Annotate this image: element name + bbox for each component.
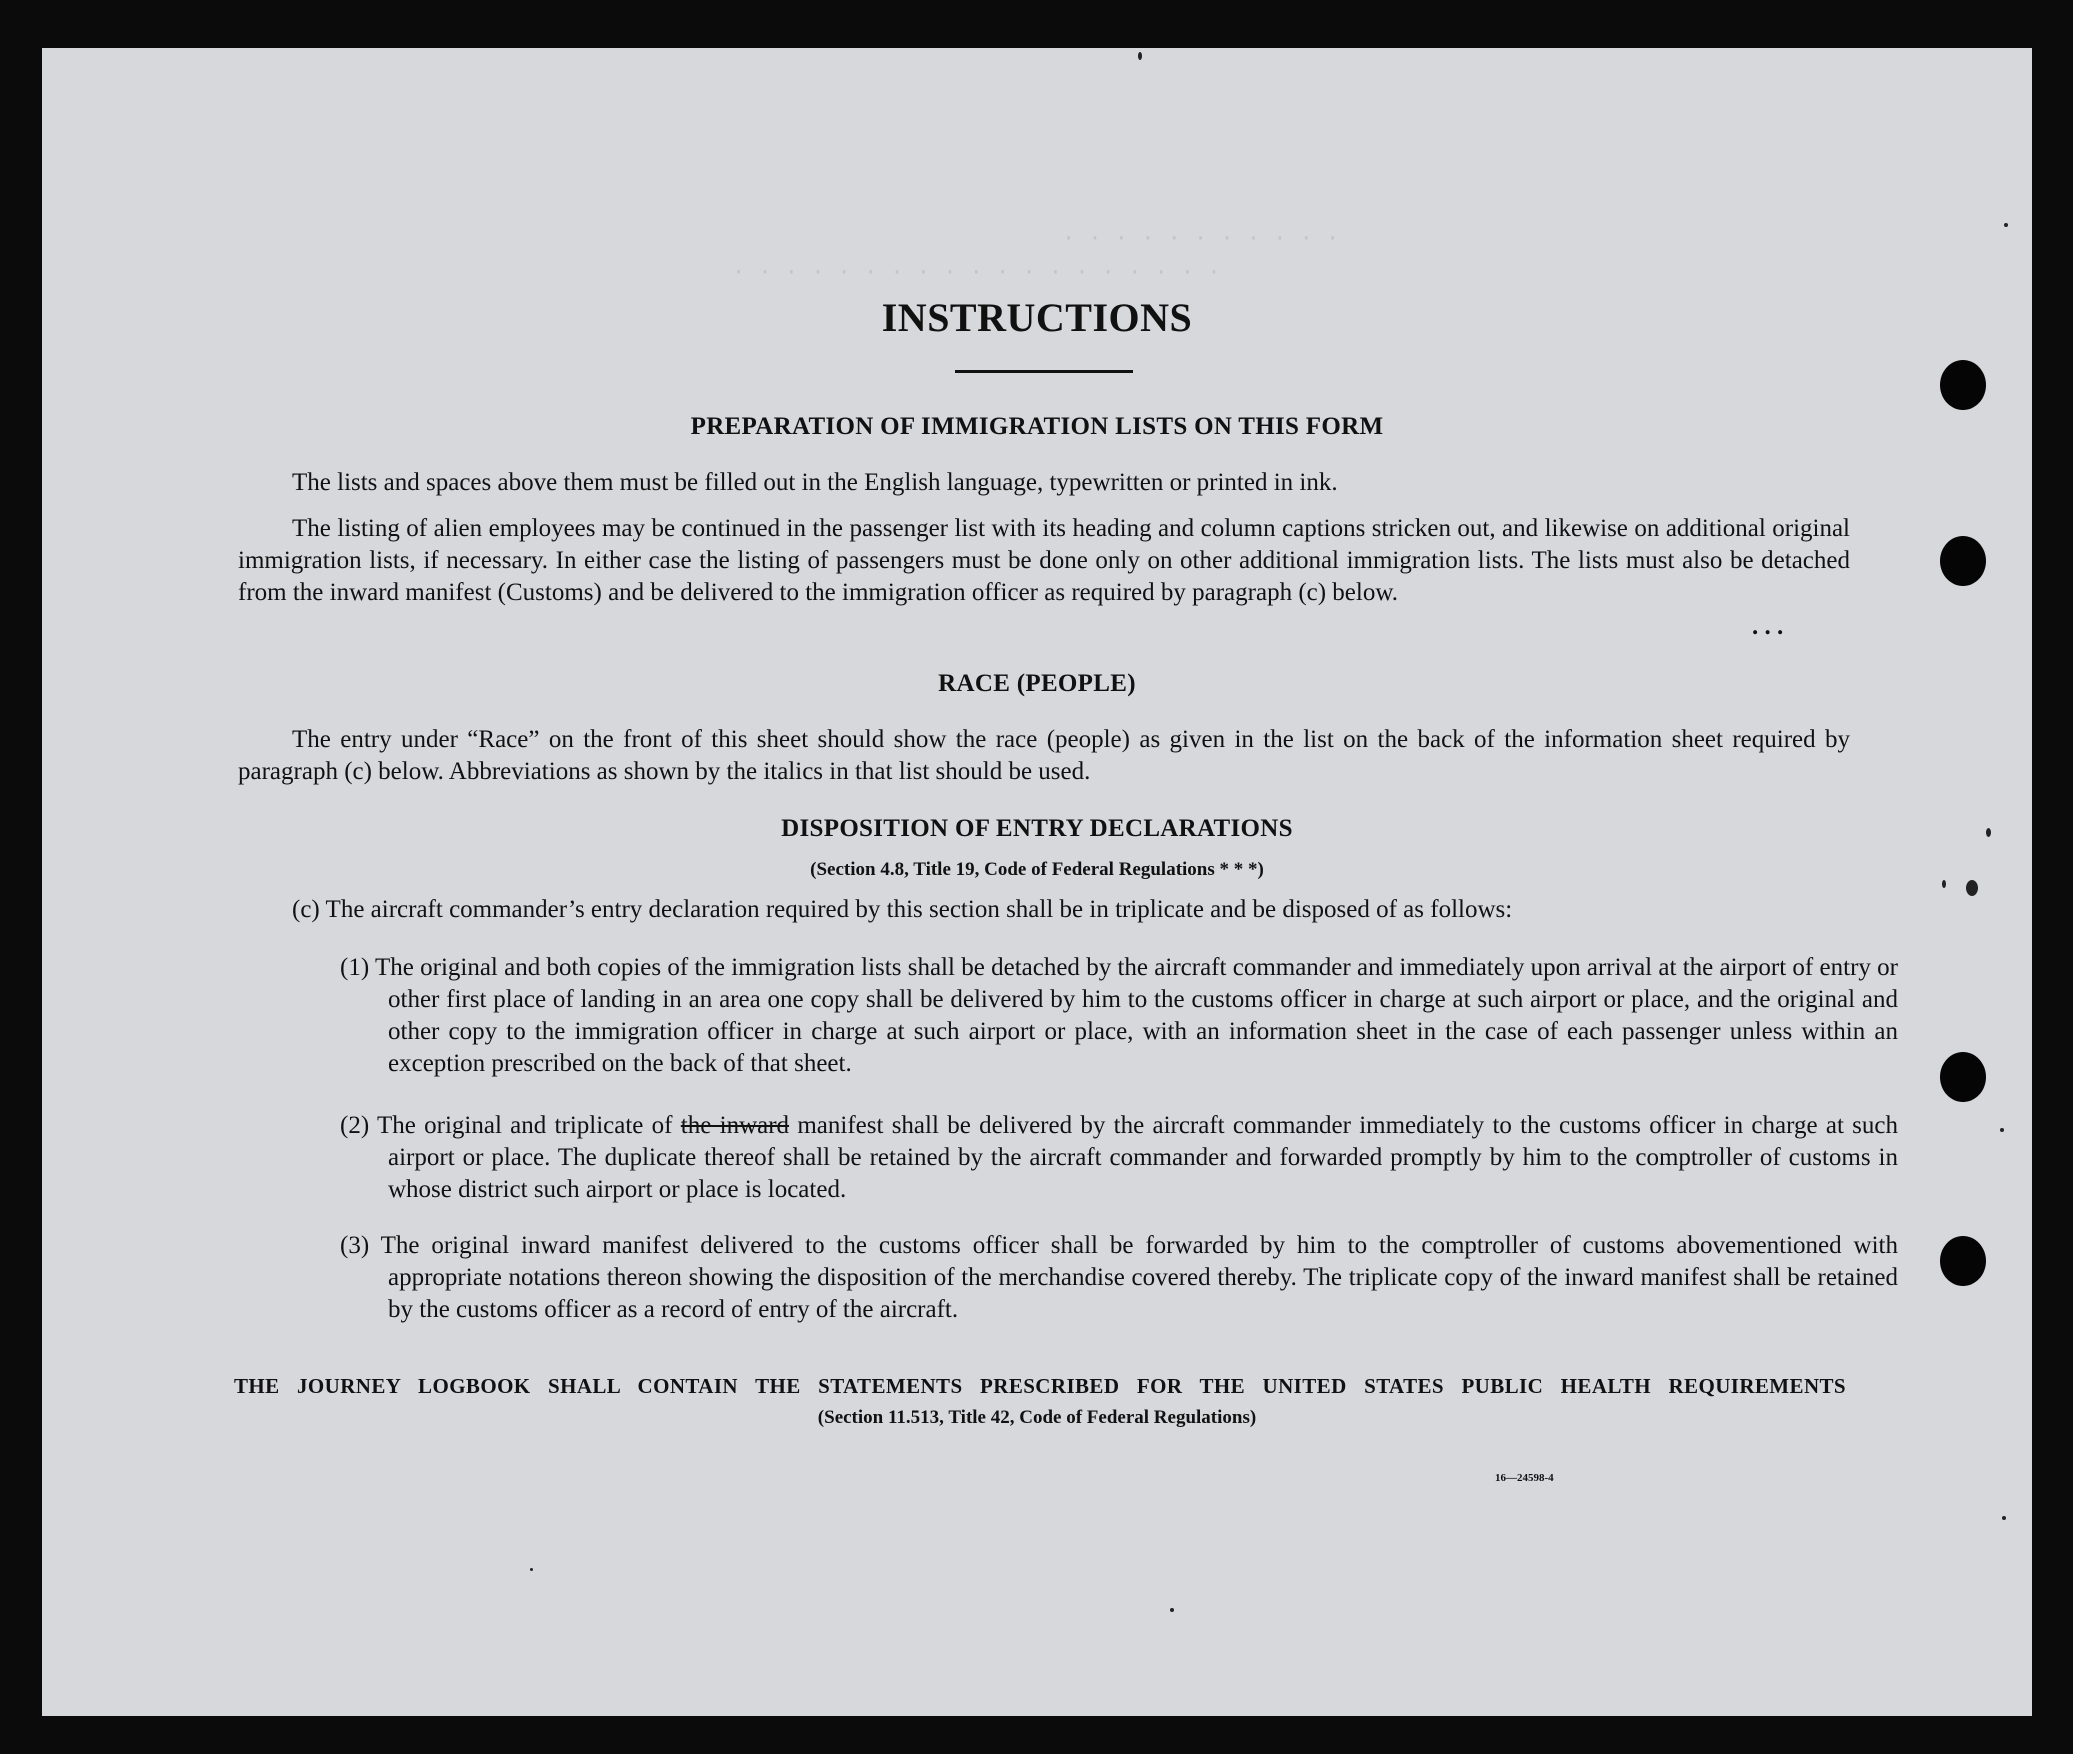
form-sheet <box>42 48 2032 1716</box>
struck-text: the inward <box>680 1112 790 1139</box>
footer-statement: THE JOURNEY LOGBOOK SHALL CONTAIN THE STATEMENTS PRESCRIBED FOR THE UNITED STATES PUBLIC HEALTH REQUIREMENTS <box>234 1374 1846 1398</box>
speck <box>2004 223 2008 227</box>
list-item-1: (1) The original and both copies of the immigration lists shall be detached by the aircraft commander and immediately upon arrival at the airport of entry or other first place of landing in an area one copy shall be delivered by him to the customs officer in charge at such airport or place, and the original and other copy to the immigration officer in charge at such airport or place, with an information sheet in the case of each passenger unless within an exception prescribed on the back of that sheet. <box>340 954 1898 1077</box>
punch-hole <box>1940 536 1986 586</box>
page-title: INSTRUCTIONS <box>881 295 1193 340</box>
bleed-through: · · · · · · · · · · · <box>1062 226 1340 251</box>
form-number: 16—24598-4 <box>1495 1472 1554 1484</box>
section-heading-preparation: PREPARATION OF IMMIGRATION LISTS ON THIS FORM <box>690 413 1384 440</box>
footer-citation: (Section 11.513, Title 42, Code of Federal Regulations) <box>817 1407 1257 1428</box>
section-citation-title19: (Section 4.8, Title 19, Code of Federal Regulations * * *) <box>810 859 1264 880</box>
speck <box>1942 880 1946 888</box>
title-underline <box>955 370 1133 373</box>
paragraph-language: The lists and spaces above them must be filled out in the English language, typewritten or printed in ink. <box>292 469 1338 496</box>
list-item-2 <box>340 1110 1898 1206</box>
speck <box>1966 880 1978 896</box>
speck <box>1986 828 1991 837</box>
section-heading-disposition: DISPOSITION OF ENTRY DECLARATIONS <box>781 815 1293 842</box>
paragraph-race: The entry under “Race” on the front of this sheet should show the race (people) as given in the list on the back of the information sheet required by paragraph (c) below. Abbreviations as shown by the italics in that list should be used. <box>238 726 1850 785</box>
section-heading-race: RACE (PEOPLE) <box>938 670 1136 697</box>
list-item-2-start: (2) The original and triplicate of <box>340 1112 681 1139</box>
speck <box>2002 1516 2006 1520</box>
speck <box>1138 52 1142 60</box>
punch-hole <box>1940 1052 1986 1102</box>
ellipsis-mark: . . . <box>1752 613 1784 640</box>
speck <box>2000 1128 2004 1132</box>
list-item-2-end: manifest shall be delivered by the aircraft commander immediately to the customs officer in charge at such airport or place. The duplicate thereof shall be retained by the aircraft commander and forwarded promptly by him to the comptroller of customs in whose district such airport or place is located. <box>388 1112 1899 1203</box>
list-item-3: (3) The original inward manifest delivered to the customs officer shall be forwarded by him to the comptroller of customs abovementioned with appropriate notations thereon showing the disposition of the merchandise covered thereby. The triplicate copy of the inward manifest shall be retained by the customs officer as a record of entry of the aircraft. <box>340 1232 1898 1323</box>
bleed-through: · · · · · · · · · · · · · · · · · · · <box>732 260 1221 285</box>
punch-hole <box>1940 360 1986 410</box>
punch-hole <box>1940 1236 1986 1286</box>
paragraph-entry-declaration: (c) The aircraft commander’s entry declaration required by this section shall be in triplicate and be disposed of as follows: <box>292 896 1513 923</box>
paragraph-alien-employees: The listing of alien employees may be continued in the passenger list with its heading and column captions stricken out, and likewise on additional original immigration lists, if necessary. In either case the listing of passengers must be done only on other additional immigration lists. The lists must also be detached from the inward manifest (Customs) and be delivered to the immigration officer as required by paragraph (c) below. <box>238 515 1850 606</box>
speck <box>530 1568 533 1571</box>
speck <box>1170 1608 1174 1612</box>
